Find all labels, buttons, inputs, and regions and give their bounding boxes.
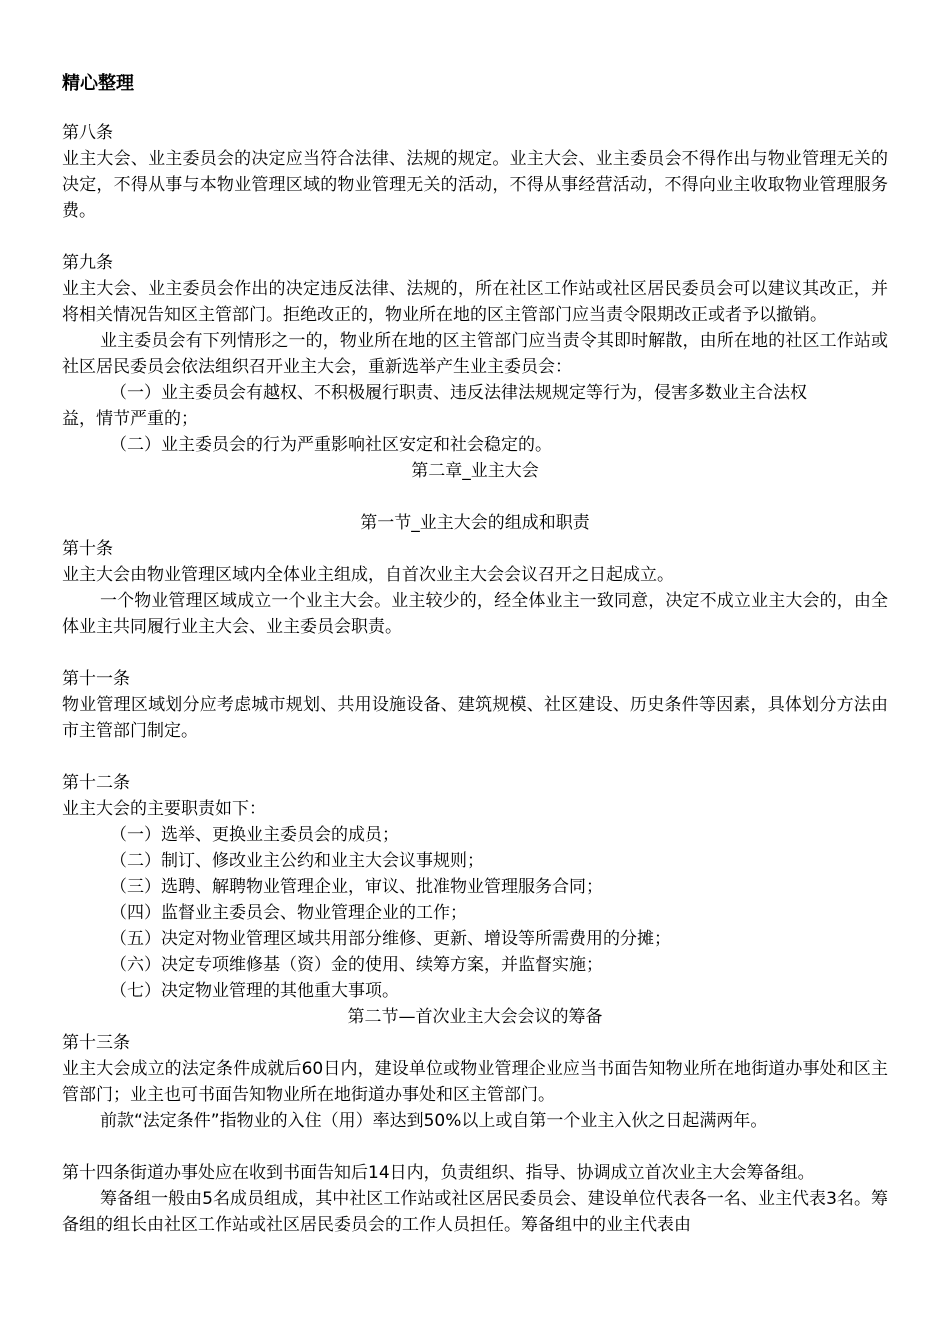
article-10-body: 业主大会由物业管理区域内全体业主组成，自首次业主大会会议召开之日起成立。 xyxy=(62,565,674,585)
section-1-heading: 第一节_业主大会的组成和职责 xyxy=(360,513,590,533)
spacer xyxy=(62,484,888,510)
article-12-item: （四）监督业主委员会、物业管理企业的工作； xyxy=(110,903,467,923)
article-9-body: 业主大会、业主委员会作出的决定违反法律、法规的，所在社区工作站或社区居民委员会可以建议其改正，并将相关情况告知区主管部门。拒绝改正的，物业所在地的区主管部门应当责令限期改正或者予以撤销。 xyxy=(62,279,888,325)
document-page xyxy=(62,70,888,1238)
article-12-item: （三）选聘、解聘物业管理企业，审议、批准物业管理服务合同； xyxy=(110,877,603,897)
section-2-heading: 第二节—首次业主大会会议的筹备 xyxy=(347,1007,603,1027)
article-9-item-2: （二）业主委员会的行为严重影响社区安定和社会稳定的。 xyxy=(110,435,552,455)
article-12-item: （七）决定物业管理的其他重大事项。 xyxy=(110,981,399,1001)
article-13-para2: 前款“法定条件”指物业的入住（用）率达到50%以上或自第一个业主入伙之日起满两年。 xyxy=(100,1111,768,1131)
article-9-item-1-cont: 益，情节严重的； xyxy=(62,409,198,429)
article-12-body: 业主大会的主要职责如下： xyxy=(62,799,266,819)
article-8-body: 业主大会、业主委员会的决定应当符合法律、法规的规定。业主大会、业主委员会不得作出与物业管理无关的决定，不得从事与本物业管理区域的物业管理无关的活动，不得从事经营活动，不得向业主收取物业管理服务费。 xyxy=(62,149,888,221)
article-9-title: 第九条 xyxy=(62,253,113,273)
article-9-item-1: （一）业主委员会有越权、不积极履行职责、违反法律法规规定等行为，侵害多数业主合法权 xyxy=(110,383,807,403)
article-8-title: 第八条 xyxy=(62,123,113,143)
article-12-item: （二）制订、修改业主公约和业主大会议事规则； xyxy=(110,851,484,871)
chapter-2-heading: 第二章_业主大会 xyxy=(411,461,539,481)
article-10-para2: 一个物业管理区域成立一个业主大会。业主较少的，经全体业主一致同意，决定不成立业主大会的，由全体业主共同履行业主大会、业主委员会职责。 xyxy=(62,591,888,637)
spacer xyxy=(62,1134,888,1160)
page-header: 精心整理 xyxy=(62,73,134,94)
spacer xyxy=(62,640,888,666)
article-11-body: 物业管理区域划分应考虑城市规划、共用设施设备、建筑规模、社区建设、历史条件等因素，具体划分方法由市主管部门制定。 xyxy=(62,695,888,741)
article-14-body: 第十四条街道办事处应在收到书面告知后14日内，负责组织、指导、协调成立首次业主大会筹备组。 xyxy=(62,1163,815,1183)
article-12-item: （五）决定对物业管理区域共用部分维修、更新、增设等所需费用的分摊； xyxy=(110,929,671,949)
article-13-title: 第十三条 xyxy=(62,1033,130,1053)
article-9-para2: 业主委员会有下列情形之一的，物业所在地的区主管部门应当责令其即时解散，由所在地的社区工作站或社区居民委员会依法组织召开业主大会，重新选举产生业主委员会： xyxy=(62,331,888,377)
spacer xyxy=(62,744,888,770)
article-11-title: 第十一条 xyxy=(62,669,130,689)
article-12-item: （六）决定专项维修基（资）金的使用、续筹方案，并监督实施； xyxy=(110,955,603,975)
article-13-body: 业主大会成立的法定条件成就后60日内，建设单位或物业管理企业应当书面告知物业所在地街道办事处和区主管部门；业主也可书面告知物业所在地街道办事处和区主管部门。 xyxy=(62,1059,888,1105)
article-12-item: （一）选举、更换业主委员会的成员； xyxy=(110,825,399,845)
article-14-para2: 筹备组一般由5名成员组成，其中社区工作站或社区居民委员会、建设单位代表各一名、业主代表3名。筹备组的组长由社区工作站或社区居民委员会的工作人员担任。筹备组中的业主代表由 xyxy=(62,1189,888,1235)
article-10-title: 第十条 xyxy=(62,539,113,559)
spacer xyxy=(62,224,888,250)
article-12-title: 第十二条 xyxy=(62,773,130,793)
